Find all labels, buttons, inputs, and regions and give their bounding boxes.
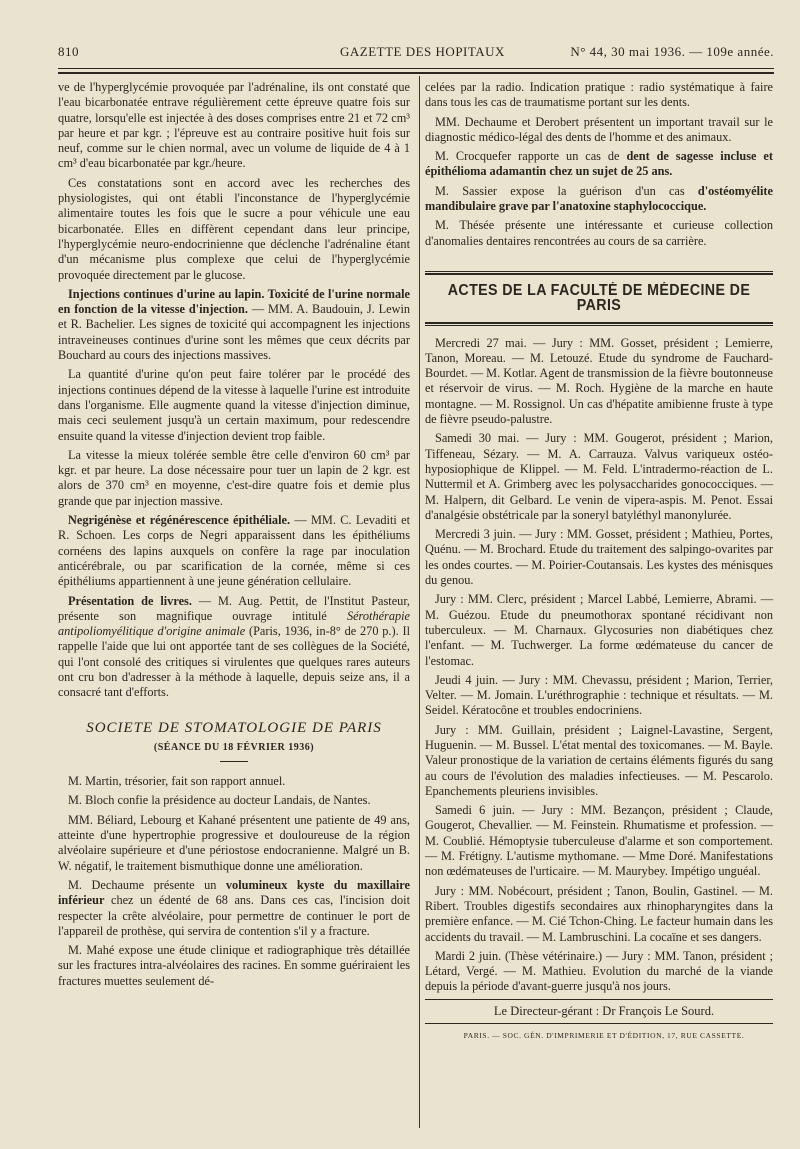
section-rule <box>220 761 248 762</box>
section-title-stomatologie: SOCIETE DE STOMATOLOGIE DE PARIS <box>86 719 382 736</box>
article-dent-sagesse <box>425 149 773 180</box>
paragraph: MM. Béliard, Lebourg et Kahané présentent une patiente de 49 ans, atteinte d'une hypertrophie progressive et douloureuse de la région alvéolaire supérieure et d'une périostose endocranienne. Malgré un B. W. négatif, le traitement bismuthique donne une amélioration. <box>58 812 410 873</box>
article-text: M. Crocquefer rapporte un cas de <box>435 149 620 164</box>
article-livres <box>58 594 410 701</box>
right-column <box>425 80 773 1047</box>
actes-heading-box <box>425 271 773 326</box>
paragraph: M. Martin, trésorier, fait son rapport annuel. <box>68 774 286 789</box>
article-authors: — MM. A. Baudouin, J. Lewin et R. Bachelier. <box>58 302 411 332</box>
exam-entry: Mardi 2 juin. (Thèse vétérinaire.) — Jury : MM. Tanon, président ; Létard, Vergé. — M. Mathieu. Evolution du marché de la viande depuis la période d'avant-guerre jusqu'à nos jours. <box>425 948 773 994</box>
header-rule <box>58 68 774 69</box>
header-rule-thick <box>58 72 774 74</box>
exam-entry: Jeudi 4 juin. — Jury : MM. Chevassu, président ; Marion, Terrier, Velter. — M. Jomain. L'uréthrographie : technique et résultats. — M. Seidel. Kératocône et troubles endocriniens. <box>425 672 773 718</box>
left-column <box>58 80 410 993</box>
article-title: Negrigénèse et régénérescence épithéliale. <box>68 513 291 528</box>
article-title: Injections continues d'urine au lapin. Toxicité de l'urine normale en fonction de la vitesse d'injection. <box>58 286 410 317</box>
article-text: chez un édenté de 68 ans. Dans ces cas, l'incision doit respecter la crête alvéolaire, pour permettre de continuer le port de l'appareil de prothèse, qui servira de contention s'il y a fracture. <box>58 893 410 938</box>
section-session: (SÉANCE DU 18 FÉVRIER 1936) <box>153 741 315 753</box>
printer-imprint: PARIS. — SOC. GÉN. D'IMPRIMERIE ET D'ÉDITION, 17, RUE CASSETTE. <box>463 1031 745 1041</box>
paragraph: ve de l'hyperglycémie provoquée par l'adrénaline, ils ont constaté que l'eau bicarbonatée entrave régulièrement cette épreuve quatre fois sur quatre, lorsqu'elle est injectée à des doses comprises entre 21 et 72 cm³ par heure et par kgr. ; l'épreuve est au contraire positive huit fois sur neuf, comme sur le chien normal, avec un volume de liquide de 4 à 1 cm³ d'eau bicarbonatée par kgr./heure. <box>58 80 410 171</box>
article-injections <box>58 287 410 363</box>
exam-entry: Mercredi 3 juin. — Jury : MM. Gosset, président ; Mathieu, Portes, Quénu. — M. Brochard. Etude du traitement des salpingo-ovarites par les ondes courtes. — M. Poirier-Coutansais. Les kystes des ménisques du genou. <box>425 527 773 588</box>
actes-title: ACTES DE LA FACULTÉ DE MÉDECINE DE PARIS <box>447 281 751 315</box>
article-text: (Paris, 1936, in-8° de 270 p.). Il rappelle l'aide que lui ont apportée tant de ses collègues de la Société, qui l'ont consolé des critiques si virulentes que quelques rares auteurs ont cru bon d'adresser à la méthode à laquelle, depuis seize ans, il a consacré tant d'efforts. <box>58 624 410 700</box>
article-text: M. Dechaume présente un <box>68 877 217 892</box>
paragraph: MM. Dechaume et Derobert présentent un important travail sur le diagnostic médico-légal des dents de l'homme et des animaux. <box>425 114 773 144</box>
exam-entry: Mercredi 27 mai. — Jury : MM. Gosset, président ; Lemierre, Tanon, Moreau. — M. Letouzé. Etude du syndrome de Fauchard-Bourdet. — M. Kotlar. Agent de transmission de la fièvre boutonneuse et réservoir de virus. — M. Roch. Hygiène de la marche en haute montagne. — M. Rossignol. Un cas d'hépatite amibienne fruste à type de fièvre pseudo-palustre. <box>425 335 774 427</box>
article-text: Les signes de toxicité qui accompagnent les injections intraveineuses continues d'urine sont les mêmes que ceux décrits par Bouchard au cours des injections massives. <box>58 317 410 363</box>
paragraph: M. Thésée présente une intéressante et curieuse collection d'anomalies dentaires rencontrées au cours de sa carrière. <box>425 218 773 248</box>
article-highlight: dent de sagesse incluse et épithélioma adamantin chez un sujet de 25 ans. <box>425 149 773 179</box>
paragraph: M. Bloch confie la présidence au docteur Landais, de Nantes. <box>68 793 371 808</box>
exam-entry: Jury : MM. Guillain, président ; Laignel-Lavastine, Sergent, Huguenin. — M. Bussel. L'état mental des toxicomanes. — M. Bayle. Valeur pronostique de la variation de certains éléments figurés du sang au cours de l'évolution des maladies infectieuses. — M. Pescarolo. Epanchements pleuriens invisibles. <box>425 722 773 798</box>
paragraph: celées par la radio. Indication pratique : radio systématique à faire dans tous les cas de traumatisme portant sur les dents. <box>425 80 773 110</box>
article-title: Présentation de livres. <box>68 593 192 608</box>
article-text: Les corps de Negri apparaissent dans les épithéliums cornéens des lapins auxquels on confère la rage par inoculation anticérébrale, ou par scarification de la cornée, même si ces épithéliums appartiennent à une jeune génération cellulaire. <box>58 528 410 589</box>
article-negrigenese <box>58 513 410 589</box>
page-header <box>58 44 774 64</box>
article-text: — M. Aug. Pettit, de l'Institut Pasteur, présente son magnifique ouvrage intitulé <box>58 593 410 623</box>
article-kyste <box>58 878 410 939</box>
book-title: Sérothérapie antipoliomyélitique d'origine animale <box>58 608 411 639</box>
exam-entry: Samedi 30 mai. — Jury : MM. Gougerot, président ; Marion, Tiffeneau, Sézary. — M. A. Carrauza. Valvus variqueux ostéo-hyposiophique de Klippel. — M. Feld. L'intradermo-réaction de L. Nuttermil et A. Grimberg avec les polysaccharides gonococciques. — M. Halpern, dit Gelbard. Le venin de vipera-aspis. M. Penot. Essai d'analgésie obstétricale par la soneryl batyléthyl manonylurée. <box>425 431 773 522</box>
director-signature: Le Directeur-gérant : Dr François Le Sourd. <box>493 1003 715 1018</box>
paragraph: La quantité d'urine qu'on peut faire tolérer par le procédé des injections continues dépend de la vitesse à laquelle l'urine est introduite dans l'organisme. Elle augmente quand la vitesse d'injection diminue, mais ceci seulement jusqu'à un certain maximum, pour redescendre ensuite quand la vitesse d'injection devient trop faible. <box>58 367 410 443</box>
article-highlight: volumineux kyste du maxillaire inférieur <box>58 877 410 908</box>
exam-entry: Jury : MM. Clerc, président ; Marcel Labbé, Lemierre, Abrami. — M. Guézou. Etude du pneumothorax spontané récidivant non tuberculeux. — M. Charnaux. Glycosuries non diabétiques chez l'enfant. — M. Tuchwerger. La forme œdémateuse du cancer de l'estomac. <box>425 592 773 668</box>
column-divider <box>419 76 420 1128</box>
journal-title: GAZETTE DES HOPITAUX <box>340 44 505 59</box>
exam-entry: Jury : MM. Nobécourt, président ; Tanon, Boulin, Gastinel. — M. Ribert. Troubles digestifs secondaires aux rhinopharyngites dans la première enfance. — M. Cié Tchon-Ching. Le facteur humain dans les accidents du travail. — M. Lambruschini. La cocaïne et ses dangers. <box>425 883 773 944</box>
article-authors: — MM. C. Levaditi et R. Schoen. <box>58 513 410 543</box>
paragraph: La vitesse la mieux tolérée semble être celle d'environ 60 cm³ par kgr. et par heure. La dose nécessaire pour tuer un lapin de 2 kgr. est alors de 370 cm³ en moyenne, c'est-dire quatre fois et demie plus grande que par injection massive. <box>58 447 410 508</box>
signature-rule <box>425 999 773 1000</box>
page-number: 810 <box>58 44 79 59</box>
paragraph: Ces constatations sont en accord avec les recherches des physiologistes, qui ont établi l'inconstance de l'hyperglycémie alimentaire toutes les fois que le sucre a pour véhicule une eau bicarbonatée. Elles en diffèrent cependant dans leur principe, l'hyperglycémie neuro-endocrinienne que déclenche l'adrénaline étant d'un mécanisme plus complexe que celui de l'hyperglycémie provoquée directement par le glucose. <box>58 175 410 282</box>
imprint-rule <box>425 1023 773 1024</box>
paragraph: M. Mahé expose une étude clinique et radiographique très détaillée sur les fractures intra-alvéolaires des racines. En somme guériraient les fractures muettes seulement dé- <box>58 943 410 988</box>
article-text: M. Sassier expose la guérison d'un cas <box>435 183 685 198</box>
article-osteomyelite <box>425 184 773 215</box>
exam-entry: Samedi 6 juin. — Jury : MM. Bezançon, président ; Claude, Gougerot, Chevallier. — M. Feinstein. Rhumatisme et profession. — M. Coublié. Hémoptysie tuberculeuse d'alarme et son comportement. — M. Frétigny. L'autisme mythomane. — Mme Doré. Manifestations non œdémateuses de l'urticaire. — M. Maurybey. Impétigo unguéal. <box>425 803 773 879</box>
issue-info: N° 44, 30 mai 1936. — 109e année. <box>570 44 774 59</box>
article-highlight: d'ostéomyélite mandibulaire grave par l'anatoxine staphylococcique. <box>425 183 773 214</box>
